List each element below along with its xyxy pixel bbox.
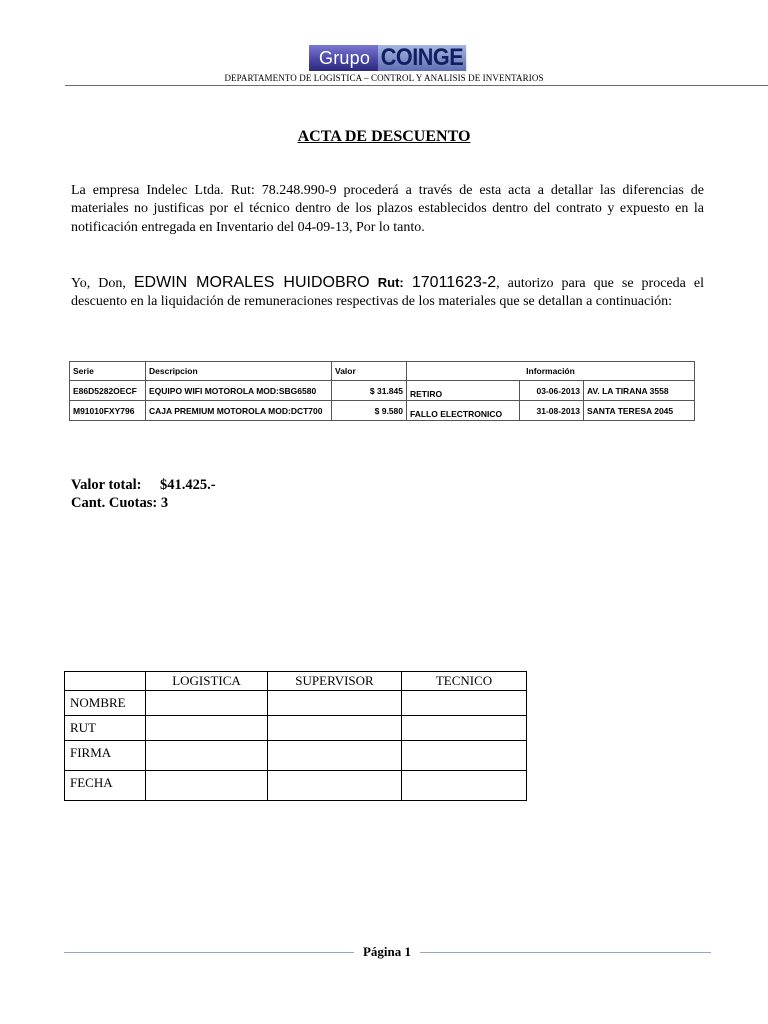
signature-cell xyxy=(146,771,268,801)
page-number: Página 1 xyxy=(362,944,412,959)
cell-motivo: RETIRO xyxy=(407,381,520,401)
column-tecnico: TECNICO xyxy=(402,672,527,691)
cell-serie: M91010FXY796 xyxy=(70,401,146,421)
cell-motivo: FALLO ELECTRONICO xyxy=(407,401,520,421)
cell-fecha: 31-08-2013 xyxy=(520,401,584,421)
totals-block xyxy=(71,476,216,512)
rut-label: Rut: xyxy=(369,275,412,290)
cell-descripcion: CAJA PREMIUM MOTOROLA MOD:DCT700 xyxy=(146,401,332,421)
signature-cell xyxy=(268,691,402,716)
footer-rule-left xyxy=(64,952,354,953)
intro-paragraph: La empresa Indelec Ltda. Rut: 78.248.990-9 procederá a través de esta acta a detallar las diferencias de materiales no justificas por el técnico dentro de los plazos establecidos dentro del contrato y expuesto en la notificación entregada en Inventario del 04-09-13, Por lo tanto. xyxy=(71,183,704,235)
materials-table xyxy=(69,361,695,421)
logo-word-coinge: COINGE xyxy=(378,45,466,71)
company-logo xyxy=(309,45,476,71)
employee-rut: 17011623-2 xyxy=(411,274,497,291)
signature-cell xyxy=(268,716,402,741)
installments-line xyxy=(71,494,216,512)
row-label-rut: RUT xyxy=(65,716,146,741)
cell-serie: E86D5282OECF xyxy=(70,381,146,401)
signature-cell xyxy=(402,741,527,771)
signature-header-row xyxy=(65,672,527,691)
table-header-row xyxy=(70,362,695,381)
cell-valor: $ 9.580 xyxy=(332,401,407,421)
signature-cell xyxy=(146,691,268,716)
header-serie: Serie xyxy=(70,362,146,381)
authorization-paragraph xyxy=(71,274,704,312)
signature-row-firma xyxy=(65,741,527,771)
signature-cell xyxy=(402,771,527,801)
header-informacion: Información xyxy=(407,362,695,381)
row-label-firma: FIRMA xyxy=(65,741,146,771)
authorization-prefix: Yo, Don, xyxy=(71,276,134,291)
signature-cell xyxy=(268,741,402,771)
cell-direccion: AV. LA TIRANA 3558 xyxy=(584,381,695,401)
logo-word-grupo: Grupo xyxy=(309,45,378,71)
signature-corner-cell xyxy=(65,672,146,691)
total-value-label: Valor total: xyxy=(71,477,142,493)
footer-rule-right xyxy=(420,952,711,953)
document-title: ACTA DE DESCUENTO xyxy=(297,128,471,145)
header-valor: Valor xyxy=(332,362,407,381)
table-row xyxy=(70,401,695,421)
signature-cell xyxy=(402,691,527,716)
cell-fecha: 03-06-2013 xyxy=(520,381,584,401)
cell-descripcion: EQUIPO WIFI MOTOROLA MOD:SBG6580 xyxy=(146,381,332,401)
signature-cell xyxy=(146,741,268,771)
table-row xyxy=(70,381,695,401)
installments-label: Cant. Cuotas: xyxy=(71,495,158,511)
header-descripcion: Descripcion xyxy=(146,362,332,381)
header-divider xyxy=(65,85,768,86)
column-logistica: LOGISTICA xyxy=(146,672,268,691)
authorization-suffix: , autorizo para que se proceda el descuento en la liquidación de remuneraciones respectivas de los materiales que se detallan a continuación: xyxy=(71,276,704,310)
signature-cell xyxy=(146,716,268,741)
total-value: $41.425.- xyxy=(160,477,216,493)
signature-row-rut xyxy=(65,716,527,741)
signature-row-fecha xyxy=(65,771,527,801)
signature-cell xyxy=(268,771,402,801)
signature-cell xyxy=(402,716,527,741)
row-label-nombre: NOMBRE xyxy=(65,691,146,716)
signature-row-nombre xyxy=(65,691,527,716)
signature-table xyxy=(64,671,527,801)
total-value-line xyxy=(71,476,216,494)
employee-name: EDWIN MORALES HUIDOBRO xyxy=(133,274,370,291)
cell-direccion: SANTA TERESA 2045 xyxy=(584,401,695,421)
installments-value: 3 xyxy=(160,495,169,511)
row-label-fecha: FECHA xyxy=(65,771,146,801)
department-subtitle: DEPARTAMENTO DE LOGISTICA – CONTROL Y ANALISIS DE INVENTARIOS xyxy=(224,73,544,83)
cell-valor: $ 31.845 xyxy=(332,381,407,401)
column-supervisor: SUPERVISOR xyxy=(268,672,402,691)
